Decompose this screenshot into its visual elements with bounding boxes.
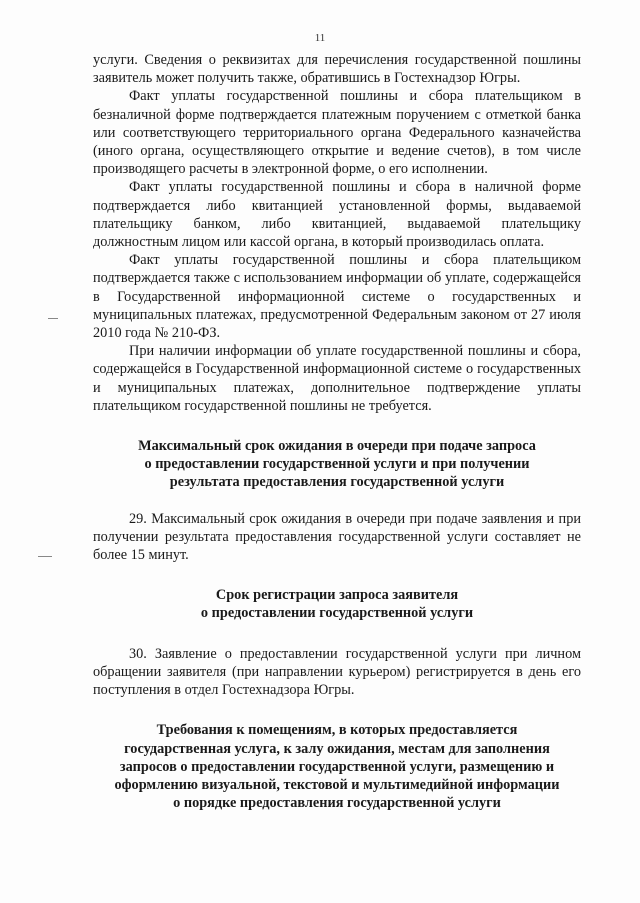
heading-registration-term — [93, 586, 581, 622]
page-number: 11 — [314, 32, 326, 44]
paragraph-29-wait-time: 29. Максимальный срок ожидания в очереди при подаче заявления и при получении результата предоставления государственной услуги составляет не более 15 минут. — [93, 510, 581, 564]
heading-line: результата предоставления государственной услуги — [169, 474, 505, 491]
heading-max-wait-time — [93, 437, 581, 492]
heading-line: Срок регистрации запроса заявителя — [215, 587, 459, 604]
heading-line: Максимальный срок ожидания в очереди при подаче запроса — [138, 438, 536, 455]
heading-line: Требования к помещениям, в которых предоставляется — [156, 722, 518, 739]
document-body — [93, 51, 581, 812]
heading-line: государственная услуга, к залу ожидания, местам для заполнения — [124, 740, 550, 757]
margin-mark-bottom — [38, 556, 52, 557]
margin-mark-top — [48, 318, 58, 319]
heading-line: о предоставлении государственной услуги и при получении — [144, 456, 530, 473]
paragraph-30-registration: 30. Заявление о предоставлении государственной услуги при личном обращении заявителя (при направлении курьером) регистрируется в день его поступления в отдел Гостехнадзора Югры. — [93, 645, 581, 699]
paragraph-no-confirmation-required: При наличии информации об уплате государственной пошлины и сбора, содержащейся в Государственной информационной системе о государственных и муниципальных платежах, дополнительное подтверждение уплаты плательщиком государственной пошлины не требуется. — [93, 343, 581, 414]
paragraph-cashless-payment: Факт уплаты государственной пошлины и сбора плательщиком в безналичной форме подтверждается платежным поручением с отметкой банка или соответствующего территориального органа Федерального казначейства (иного органа, осуществляющего открытие и ведение счетов), в том числе производящего расчеты в электронной форме, о его исполнении. — [93, 88, 581, 178]
heading-premises-requirements — [93, 721, 581, 812]
heading-line: о предоставлении государственной услуги — [200, 605, 474, 622]
paragraph-cash-payment: Факт уплаты государственной пошлины и сбора в наличной форме подтверждается либо квитанцией установленной формы, выдаваемой плательщику банком, либо квитанцией, выдаваемой плательщику должностным лицом или кассой органа, в который производилась оплата. — [93, 179, 581, 251]
heading-line: оформлению визуальной, текстовой и мультимедийной информации — [114, 776, 560, 793]
heading-line: запросов о предоставлении государственной услуги, размещению и — [119, 758, 555, 775]
heading-line: о порядке предоставления государственной услуги — [173, 795, 501, 812]
paragraph-payment-details: услуги. Сведения о реквизитах для перечисления государственной пошлины заявитель может получить также, обратившись в Гостехнадзор Югры. — [93, 52, 581, 87]
paragraph-gis-payment-info: Факт уплаты государственной пошлины и сбора плательщиком подтверждается также с использованием информации об уплате, содержащейся в Государственной информационной системе о государственных и муниципальных платежах, предусмотренной Федеральным законом от 27 июля 2010 года № 210-ФЗ. — [93, 252, 581, 342]
